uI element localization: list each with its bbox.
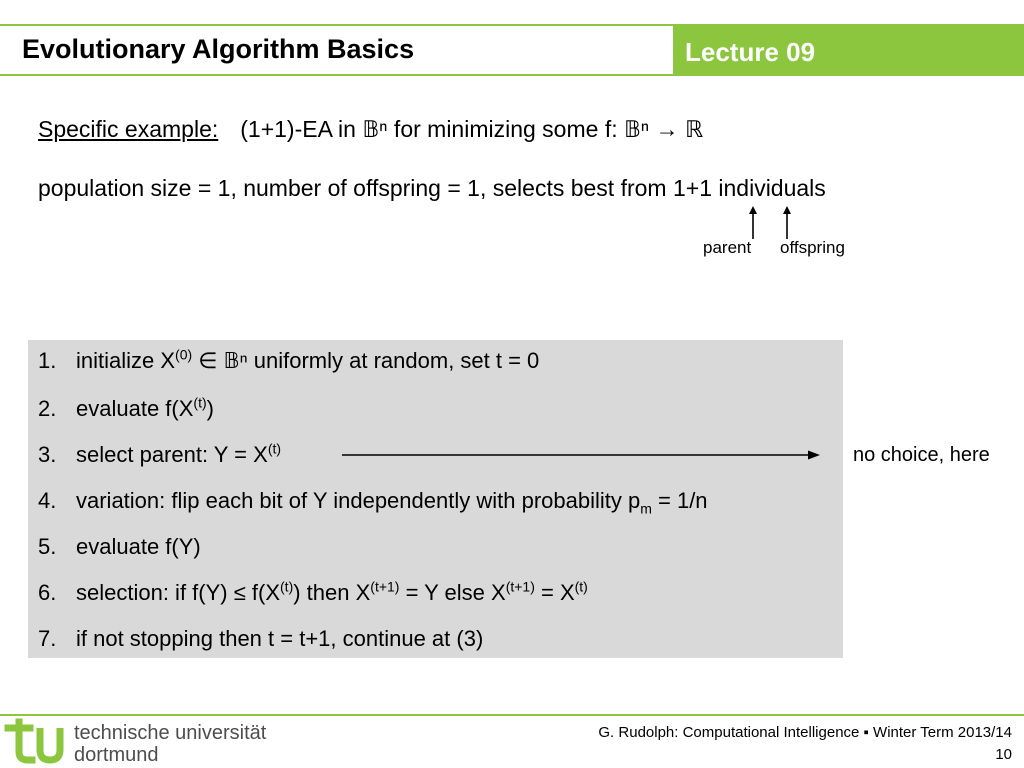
credits-text: G. Rudolph: Computational Intelligence ▪ Winter Term 2013/14	[598, 724, 1012, 741]
arrow-up-icon	[747, 206, 759, 240]
header-bottom-rule	[0, 74, 1024, 76]
step-number: 3.	[38, 442, 57, 467]
superscript: (t)	[280, 578, 294, 595]
step-number: 5.	[38, 534, 57, 559]
page-number: 10	[995, 746, 1012, 763]
step-text: = X	[534, 580, 575, 605]
step-1	[38, 348, 539, 374]
step-text: ) then X	[293, 580, 371, 605]
step-number: 6.	[38, 580, 57, 605]
step-number: 4.	[38, 488, 57, 513]
superscript: (t)	[193, 394, 207, 411]
side-note: no choice, here	[853, 444, 990, 466]
superscript: (t)	[574, 578, 588, 595]
superscript: (t+1)	[505, 578, 535, 595]
arrow-up-icon	[781, 206, 793, 240]
step-5	[38, 534, 201, 560]
superscript: (t)	[267, 440, 282, 457]
slide-title: Evolutionary Algorithm Basics	[22, 34, 415, 64]
step-7	[38, 626, 483, 652]
step-text: if not stopping then t = t+1, continue at (3)	[76, 626, 484, 651]
university-line-2: dortmund	[74, 744, 159, 766]
step-text: select parent: Y = X	[76, 442, 268, 467]
step-text: variation: flip each bit of Y independently with probability p	[76, 488, 641, 513]
step-text: evaluate f(X	[76, 396, 194, 421]
step-2	[38, 396, 214, 422]
footer-rule	[0, 714, 1024, 716]
step-4	[38, 488, 708, 517]
intro-text: (1+1)-EA in 𝔹ⁿ for minimizing some f: 𝔹ⁿ → ℝ	[240, 116, 704, 142]
lecture-badge	[673, 26, 1024, 74]
population-line: population size = 1, number of offspring = 1, selects best from 1+1 individuals	[38, 175, 826, 201]
step-text: initialize X	[76, 348, 176, 373]
tu-logo-icon	[4, 718, 68, 766]
step-6	[38, 580, 588, 606]
intro-heading: Specific example:	[38, 116, 219, 142]
superscript: (t+1)	[370, 578, 400, 595]
arrow-right-icon	[342, 448, 820, 462]
step-text: )	[206, 396, 214, 421]
lecture-label: Lecture 09	[685, 37, 816, 67]
step-number: 7.	[38, 626, 57, 651]
step-text: evaluate f(Y)	[76, 534, 201, 559]
parent-label: parent	[703, 238, 752, 257]
university-line-1: technische universität	[74, 722, 267, 744]
step-text: = Y else X	[399, 580, 506, 605]
offspring-label: offspring	[780, 238, 845, 257]
step-text: = 1/n	[651, 488, 708, 513]
step-number: 2.	[38, 396, 57, 421]
algorithm-box	[28, 340, 843, 658]
university-name	[74, 722, 266, 766]
step-number: 1.	[38, 348, 57, 373]
step-3	[38, 442, 281, 468]
footer-credits	[598, 722, 1012, 766]
step-text: ∈ 𝔹ⁿ uniformly at random, set t = 0	[192, 348, 540, 373]
superscript: (0)	[175, 346, 193, 363]
intro-line	[38, 116, 703, 143]
step-text: selection: if f(Y) ≤ f(X	[76, 580, 281, 605]
subscript: m	[640, 500, 652, 517]
